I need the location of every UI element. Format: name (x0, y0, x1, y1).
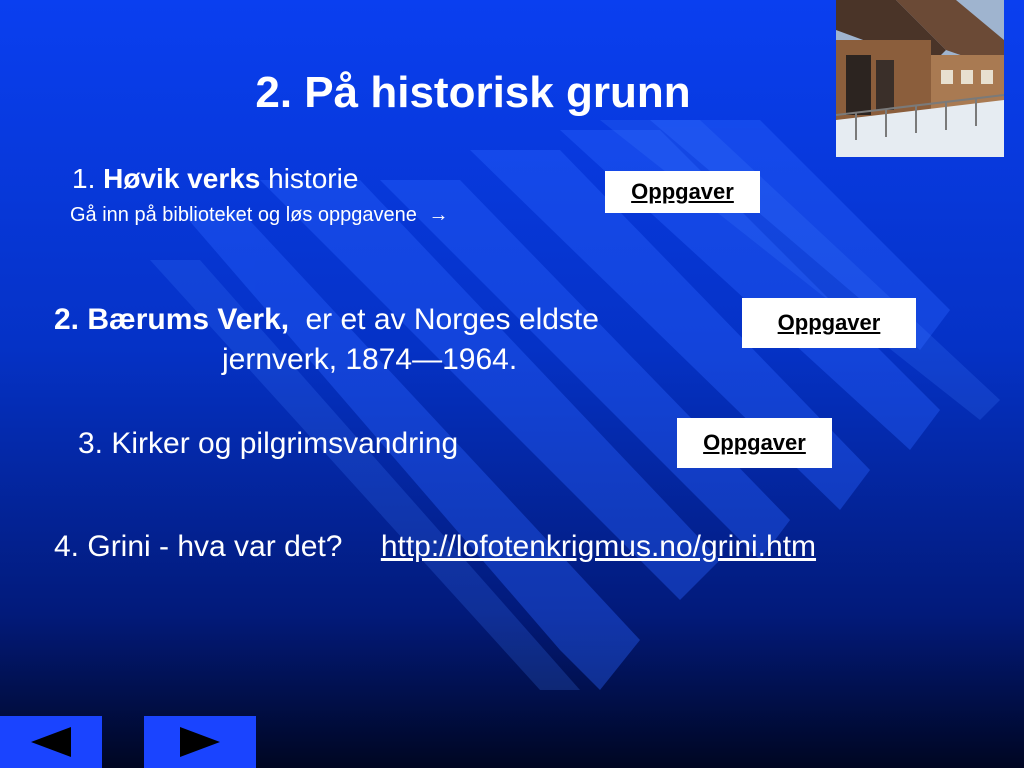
item-4-text (54, 530, 816, 564)
item-1-number: 1. (72, 163, 96, 194)
oppgaver-button-2[interactable]: Oppgaver (742, 298, 916, 348)
oppgaver-button-3[interactable]: Oppgaver (677, 418, 832, 468)
item-1-subtitle (70, 204, 448, 227)
item-1-bold: Høvik verks (103, 163, 261, 194)
building-photo (836, 0, 1004, 157)
oppgaver-button-1[interactable]: Oppgaver (605, 171, 760, 213)
item-4-label: 4. Grini - hva var det? (54, 530, 343, 563)
item-2-text (54, 300, 599, 380)
item-1-heading (72, 163, 358, 195)
item-3-text: 3. Kirker og pilgrimsvandring (78, 427, 459, 460)
page-title: 2. På historisk grunn (255, 68, 691, 117)
item-1-rest: historie (268, 163, 359, 194)
item-2-rest: er et av Norges eldste (305, 303, 599, 336)
grini-link[interactable]: http://lofotenkrigmus.no/grini.htm (380, 530, 817, 563)
triangle-left-icon (29, 725, 73, 759)
item-2-bold: 2. Bærums Verk, (54, 303, 290, 336)
previous-slide-button[interactable] (0, 716, 102, 768)
item-2-line2: jernverk, 1874—1964. (222, 343, 518, 376)
item-1-subtitle-text: Gå inn på biblioteket og løs oppgavene (70, 204, 417, 226)
triangle-right-icon (178, 725, 222, 759)
arrow-right-icon: → (428, 204, 449, 226)
next-slide-button[interactable] (144, 716, 256, 768)
